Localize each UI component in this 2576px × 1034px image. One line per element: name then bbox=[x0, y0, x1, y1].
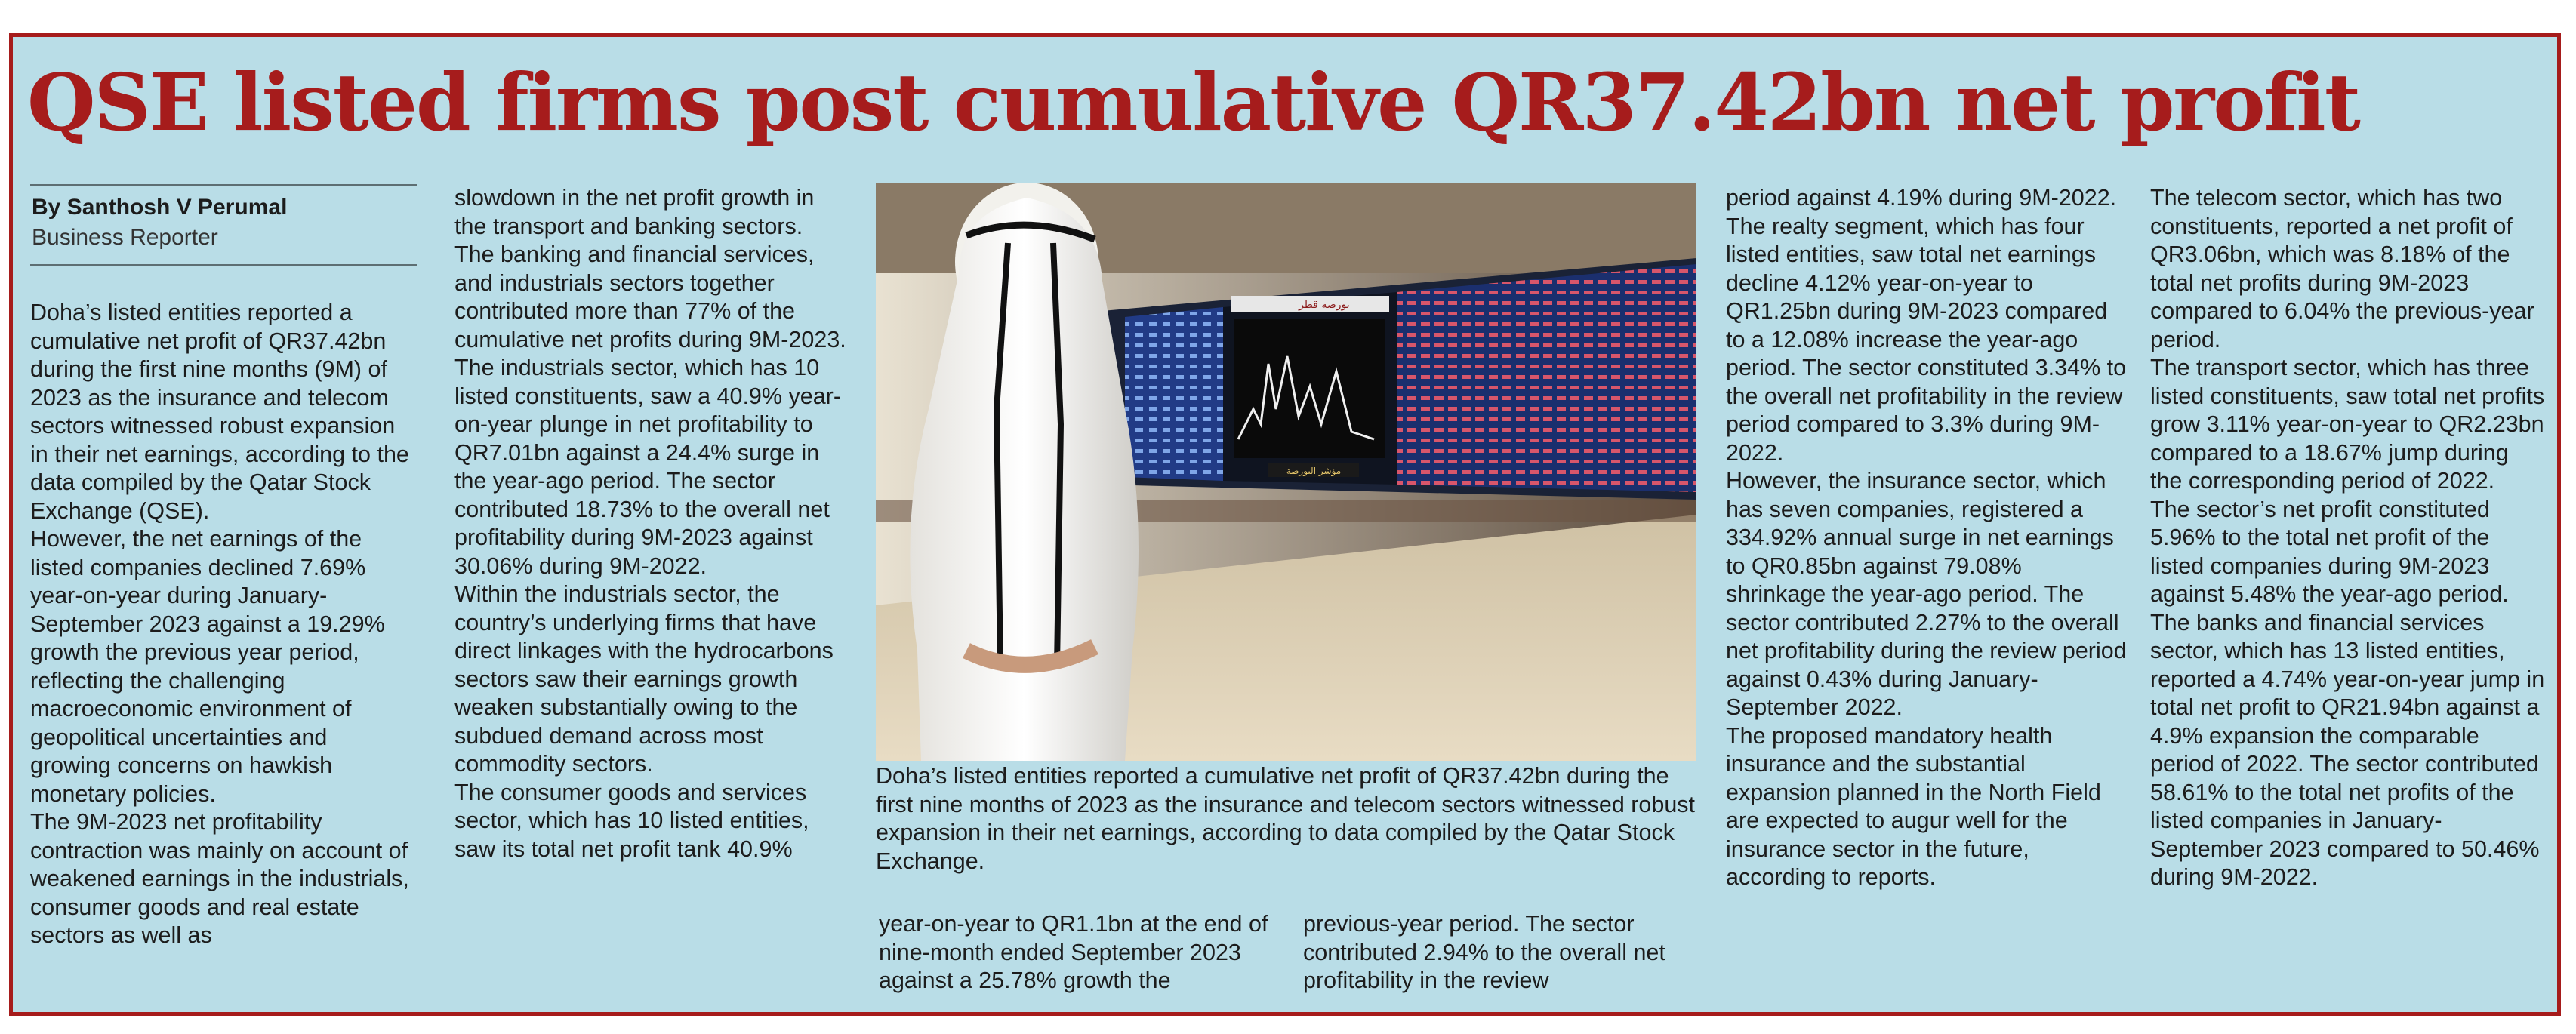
paragraph: The realty segment, which has four listed entities, saw total net earnings decline 4.12% year-on-year to QR1.25bn during 9M-2023 compared to a 12.08% increase the year-ago period. The sector constituted 3.34% to the overall net profitability in the review period compared to 3.3% during 9M-2022. bbox=[1726, 213, 2127, 466]
paragraph: The banking and financial services, and industrials sectors together contributed more than 77% of the cumulative net profits during 9M-2023. bbox=[454, 242, 846, 352]
paragraph: The sector’s net profit constituted 5.96% to the total net profit of the listed companies during 9M-2023 against 5.48% the year-ago period. bbox=[2150, 496, 2509, 607]
byline bbox=[30, 184, 417, 266]
paragraph: The banks and financial services sector, which has 13 listed entities, reported a 4.74% year-on-year jump in total net profit to QR21.94bn against a 4.9% expansion the comparable period of 2022. The sector contributed 58.61% to the total net profits of the listed companies in January-September 2023 compared to 50.46% during 9M-2022. bbox=[2150, 609, 2545, 890]
paragraph: The industrials sector, which has 10 listed constituents, saw a 40.9% year-on-year plunge in net profitability to QR7.01bn against a 24.4% surge in the year-ago period. The sector contributed 18.73% to the overall net profitability during 9M-2023 against 30.06% during 9M-2022. bbox=[454, 355, 841, 579]
paragraph: slowdown in the net profit growth in the transport and banking sectors. bbox=[454, 185, 815, 239]
paragraph: period against 4.19% during 9M-2022. bbox=[1726, 185, 2117, 211]
paragraph: The transport sector, which has three listed constituents, saw total net profits grow 3.11% year-on-year to QR2.23bn compared to a 18.67% jump during the corresponding period of 2022. bbox=[2150, 355, 2545, 494]
article-column-1 bbox=[30, 299, 414, 950]
photo-caption: Doha’s listed entities reported a cumulative net profit of QR37.42bn during the first nine months of 2023 as the insurance and telecom sectors witnessed robust expansion in their net earnings, according to data compiled by the Qatar Stock Exchange. bbox=[876, 763, 1696, 874]
headline: QSE listed firms post cumulative QR37.42bn net profit bbox=[27, 56, 2359, 149]
byline-role: Business Reporter bbox=[32, 225, 218, 250]
paragraph: Doha’s listed entities reported a cumulative net profit of QR37.42bn during the first nine months (9M) of 2023 as the insurance and telecom sectors witnessed robust expansion in their net earnings, according to the data compiled by the Qatar Stock Exchange (QSE). bbox=[30, 300, 409, 524]
paragraph: The consumer goods and services sector, which has 10 listed entities, saw its total net profit tank 40.9% bbox=[454, 779, 809, 862]
article-column-5 bbox=[1726, 184, 2128, 892]
article-column-2 bbox=[454, 184, 850, 863]
paragraph: The proposed mandatory health insurance and the substantial expansion planned in the North Field are expected to augur well for the insurance sector in the future, according to reports. bbox=[1726, 722, 2101, 890]
article-photo bbox=[876, 183, 1696, 761]
article-column-4 bbox=[1303, 910, 1696, 996]
screen-logo-text: بورصة قطر bbox=[1299, 299, 1350, 311]
paragraph: previous-year period. The sector contributed 2.94% to the overall net profitability in the review bbox=[1303, 911, 1665, 993]
article-column-6 bbox=[2150, 184, 2547, 892]
paragraph: The telecom sector, which has two constituents, reported a net profit of QR3.06bn, which was 8.18% of the total net profits during 9M-2023 compared to 6.04% the previous-year period. bbox=[2150, 185, 2534, 352]
paragraph: year-on-year to QR1.1bn at the end of nine-month ended September 2023 against a 25.78% growth the bbox=[879, 911, 1268, 993]
screen-caption-text: مؤشر البورصة bbox=[1286, 466, 1342, 476]
paragraph: The 9M-2023 net profitability contraction was mainly on account of weakened earnings in the industrials, consumer goods and real estate sectors as well as bbox=[30, 809, 409, 948]
paragraph: However, the insurance sector, which has seven companies, registered a 334.92% annual surge in net earnings to QR0.85bn against 79.08% shrinkage the year-ago period. The sector contributed 2.27% to the overall net profitability during the review period against 0.43% during January-September 2022. bbox=[1726, 468, 2127, 720]
paragraph: However, the net earnings of the listed companies declined 7.69% year-on-year during January-September 2023 against a 19.29% growth the previous year period, reflecting the challenging macroeconomic environment of geopolitical uncertainties and growing concerns on hawkish monetary policies. bbox=[30, 526, 385, 807]
article-column-3 bbox=[879, 910, 1279, 996]
paragraph: Within the industrials sector, the country’s underlying firms that have direct linkages with the hydrocarbons sectors saw their earnings growth weaken substantially owing to the subdued demand across most commodity sectors. bbox=[454, 581, 834, 777]
byline-author: By Santhosh V Perumal bbox=[32, 195, 288, 220]
